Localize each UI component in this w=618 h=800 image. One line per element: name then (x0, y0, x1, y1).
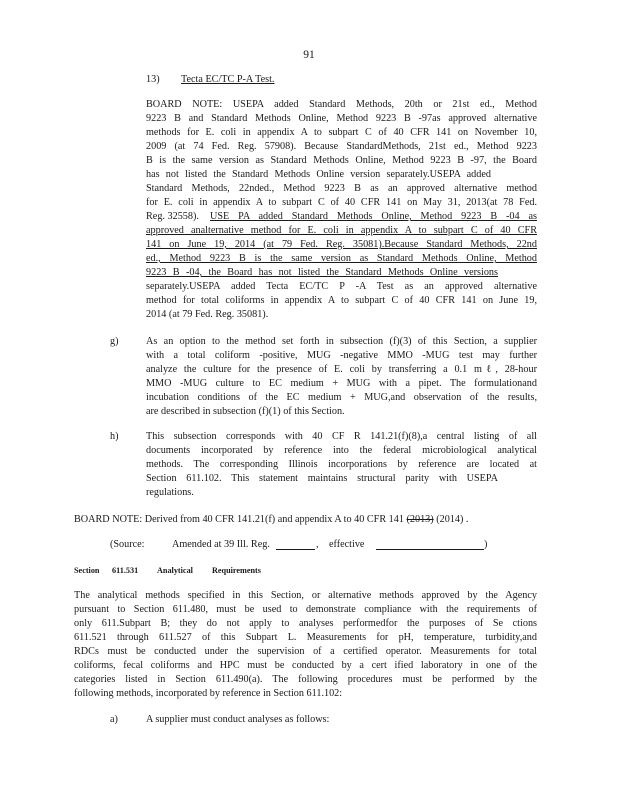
section-body-line: 611.521 through 611.527 of this Subpart L. Measurements for pH, temperature, turbidity,and (74, 632, 537, 643)
board-note-1-line: Reg. 32558). (146, 211, 199, 222)
board-note-2-deleted-year: (2013) (406, 514, 434, 525)
item-a-text: A supplier must conduct analyses as follows: (146, 714, 330, 725)
effective-date-blank (376, 549, 484, 550)
item-g-line: analyze the culture for the presence of E. coli by transferring a 0.1 mℓ, 28-hour (146, 364, 537, 375)
page-number: 91 (303, 49, 315, 61)
section-body-line: only 611.Subpart B; they do not apply to analyses performedfor the purposes of Se ctions (74, 618, 537, 629)
board-note-1-inserted-line: USE PA added Standard Methods Online, Method 9223 B -04 as (210, 211, 537, 222)
board-note-1-line: BOARD NOTE: USEPA added Standard Methods, 20th or 21st ed., Method (146, 99, 537, 110)
source-close-paren: ) (484, 539, 488, 550)
item-13-label: 13) (146, 74, 160, 85)
board-note-1-line: 9223 B and Standard Methods Online, Method 9223 B -97as approved alternative (146, 113, 537, 124)
item-h-label: h) (110, 431, 119, 442)
source-label: (Source: (110, 539, 145, 550)
board-note-1-line: methods for E. coli in appendix A to subpart C of 40 CFR 141 on November 10, (146, 127, 537, 138)
section-body-line: The analytical methods specified in this Section, or alternative methods approved by the Agency (74, 590, 537, 601)
item-a-label: a) (110, 714, 118, 725)
item-g-label: g) (110, 336, 119, 347)
board-note-1-line: separately.USEPA added Tecta EC/TC P -A Test as an approved alternative (146, 281, 537, 292)
board-note-1-line: 2014 (at 79 Fed. Reg. 35081). (146, 309, 269, 320)
section-body-line: categories listed in Section 611.490(a). The following procedures must be performed by the (74, 674, 537, 685)
item-h-line: documents incorporated by reference into the federal microbiological analytical (146, 445, 537, 456)
board-note-2-suffix: (2014) . (433, 514, 469, 525)
item-h-line: This subsection corresponds with 40 CF R 141.21(f)(8),a central listing of all (146, 431, 537, 442)
board-note-1-line: B is the same version as Standard Methods Online, Method 9223 B -97, the Board (146, 155, 537, 166)
item-g-line: incubation conditions of the EC medium + MUG,and observation of the results, (146, 392, 537, 403)
board-note-1-inserted-line: ed., Method 9223 B is the same version as Standard Methods Online, Method (146, 253, 537, 264)
section-heading-title-1: Analytical (157, 566, 193, 575)
section-body-line: RDCs must be conducted under the supervision of a certified operator. Measurements for total (74, 646, 537, 657)
board-note-1-line: Standard Methods, 22nded., Method 9223 B as an approved alternative method (146, 183, 537, 194)
section-heading-title-2: Requirements (212, 566, 261, 575)
item-g-line: are described in subsection (f)(1) of this Section. (146, 406, 345, 417)
section-body-line: pursuant to Section 611.480, must be used to demonstrate compliance with the requirements of (74, 604, 537, 615)
section-body-line: following methods, incorporated by reference in Section 611.102: (74, 688, 343, 699)
board-note-1-inserted-line: approved analternative method for E. coli in appendix A to subpart C of 40 CFR (146, 225, 537, 236)
source-effective: effective (329, 539, 365, 550)
board-note-2-prefix: BOARD NOTE: Derived from 40 CFR 141.21(f) and appendix A to 40 CFR 141 (74, 514, 407, 525)
item-g-line: As an option to the method set forth in subsection (f)(3) of this Section, a supplier (146, 336, 537, 347)
board-note-1-line: has not listed the Standard Methods Online version separately.USEPA added (146, 169, 491, 180)
board-note-1-inserted-line: 141 on June 19, 2014 (at 79 Fed. Reg. 35081).Because Standard Methods, 22nd (146, 239, 537, 250)
board-note-1-line: 2009 (at 74 Fed. Reg. 57908). Because StandardMethods, 21st ed., Method 9223 (146, 141, 537, 152)
item-g-line: MMO -MUG culture to EC medium + MUG with a pipet. The formulationand (146, 378, 537, 389)
item-g-line: with a total coliform -positive, MUG -negative MMO -MUG test may further (146, 350, 537, 361)
board-note-2 (74, 513, 468, 526)
item-h-line: regulations. (146, 487, 194, 498)
source-amended-text: Amended at 39 Ill. Reg. (172, 539, 270, 550)
ill-reg-blank (276, 549, 315, 550)
board-note-1-line: for E. coli in appendix A to subpart C of 40 CFR 141 on May 31, 2013(at 78 Fed. (146, 197, 537, 208)
board-note-1-inserted-line: 9223 B -04, the Board has not listed the Standard Methods Online versions (146, 267, 498, 278)
item-h-line: Section 611.102. This statement maintains structural parity with USEPA (146, 473, 498, 484)
section-body-line: coliforms, fecal coliforms and HPC must be conducted by a cert ified laboratory in one of the (74, 660, 537, 671)
item-13-text: Tecta EC/TC P-A Test. (181, 74, 275, 85)
source-comma: , (316, 539, 319, 550)
board-note-1-line: method for total coliforms in appendix A to subpart C of 40 CFR 141 on June 19, (146, 295, 537, 306)
section-heading-number: 611.531 (112, 566, 139, 575)
item-h-line: methods. The corresponding Illinois incorporations by reference are located at (146, 459, 537, 470)
section-heading-label: Section (74, 566, 100, 575)
